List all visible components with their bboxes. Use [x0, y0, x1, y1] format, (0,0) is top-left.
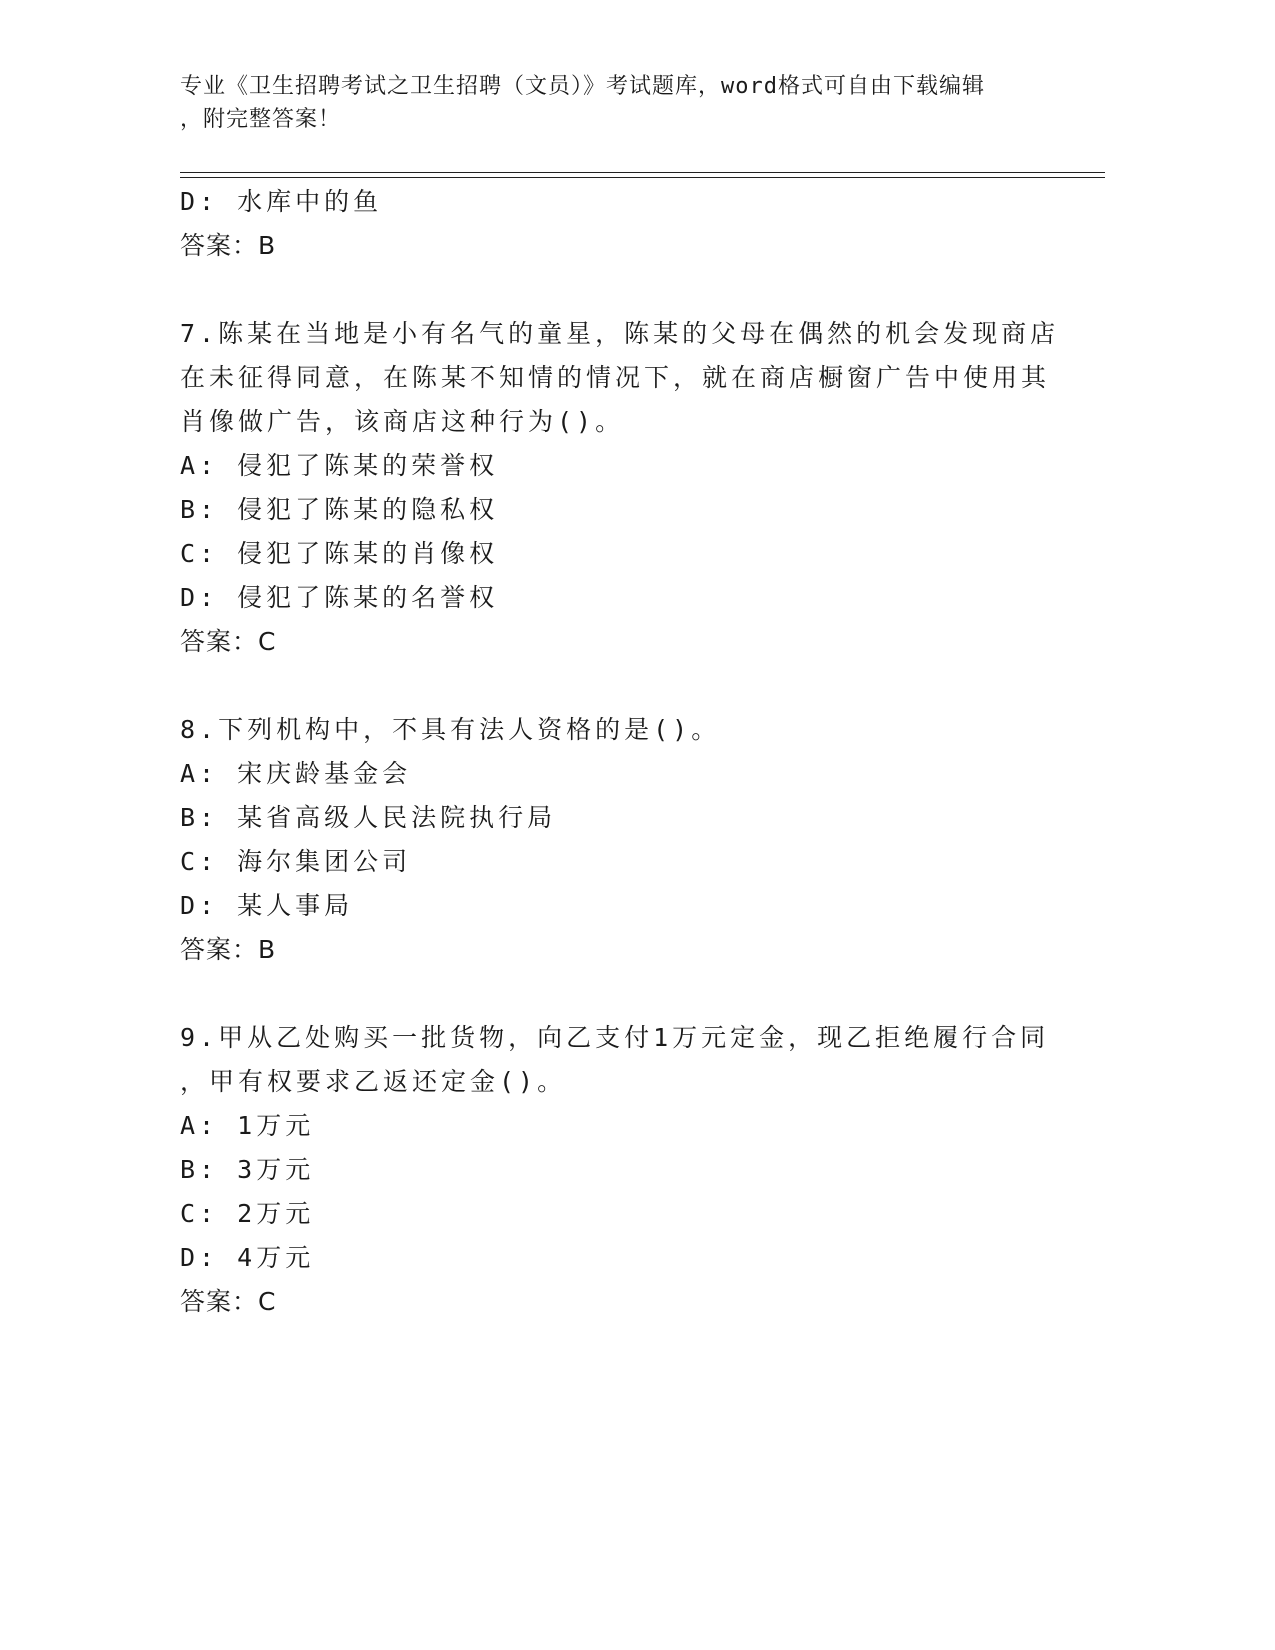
question-text: 在未征得同意，在陈某不知情的情况下，就在商店橱窗广告中使用其	[180, 363, 1051, 392]
option-a: A: 宋庆龄基金会	[180, 759, 412, 788]
answer-line: 答案：B	[180, 935, 277, 964]
option-d: D: 侵犯了陈某的名誉权	[180, 583, 499, 612]
option-c: C: 2万元	[180, 1199, 315, 1228]
option-c: C: 海尔集团公司	[180, 847, 412, 876]
option-c: C: 侵犯了陈某的肖像权	[180, 539, 499, 568]
spacer	[180, 972, 1080, 1016]
document-header	[180, 70, 1060, 136]
option-b: B: 侵犯了陈某的隐私权	[180, 495, 499, 524]
option-d: D: 水库中的鱼	[180, 187, 383, 216]
header-title-line: ，附完整答案！	[180, 107, 342, 132]
option-b: B: 3万元	[180, 1155, 315, 1184]
question-block	[180, 708, 1080, 972]
header-divider	[180, 172, 1105, 173]
question-text: 8.下列机构中，不具有法人资格的是()。	[180, 715, 721, 744]
question-block	[180, 312, 1080, 664]
question-content	[180, 180, 1080, 1324]
answer-line: 答案：C	[180, 1287, 277, 1316]
question-text: ，甲有权要求乙返还定金()。	[180, 1067, 567, 1096]
question-text: 9.甲从乙处购买一批货物，向乙支付1万元定金，现乙拒绝履行合同	[180, 1023, 1050, 1052]
option-a: A: 1万元	[180, 1111, 315, 1140]
answer-line: 答案：C	[180, 627, 277, 656]
option-a: A: 侵犯了陈某的荣誉权	[180, 451, 499, 480]
spacer	[180, 664, 1080, 708]
option-d: D: 某人事局	[180, 891, 354, 920]
answer-line: 答案：B	[180, 231, 277, 260]
option-d: D: 4万元	[180, 1243, 315, 1272]
question-block	[180, 1016, 1080, 1324]
spacer	[180, 268, 1080, 312]
question-text: 7.陈某在当地是小有名气的童星，陈某的父母在偶然的机会发现商店	[180, 319, 1060, 348]
header-divider	[180, 177, 1105, 178]
option-b: B: 某省高级人民法院执行局	[180, 803, 557, 832]
header-title-line: 专业《卫生招聘考试之卫生招聘（文员）》考试题库，word格式可自由下载编辑	[180, 74, 985, 99]
question-text: 肖像做广告，该商店这种行为()。	[180, 407, 625, 436]
